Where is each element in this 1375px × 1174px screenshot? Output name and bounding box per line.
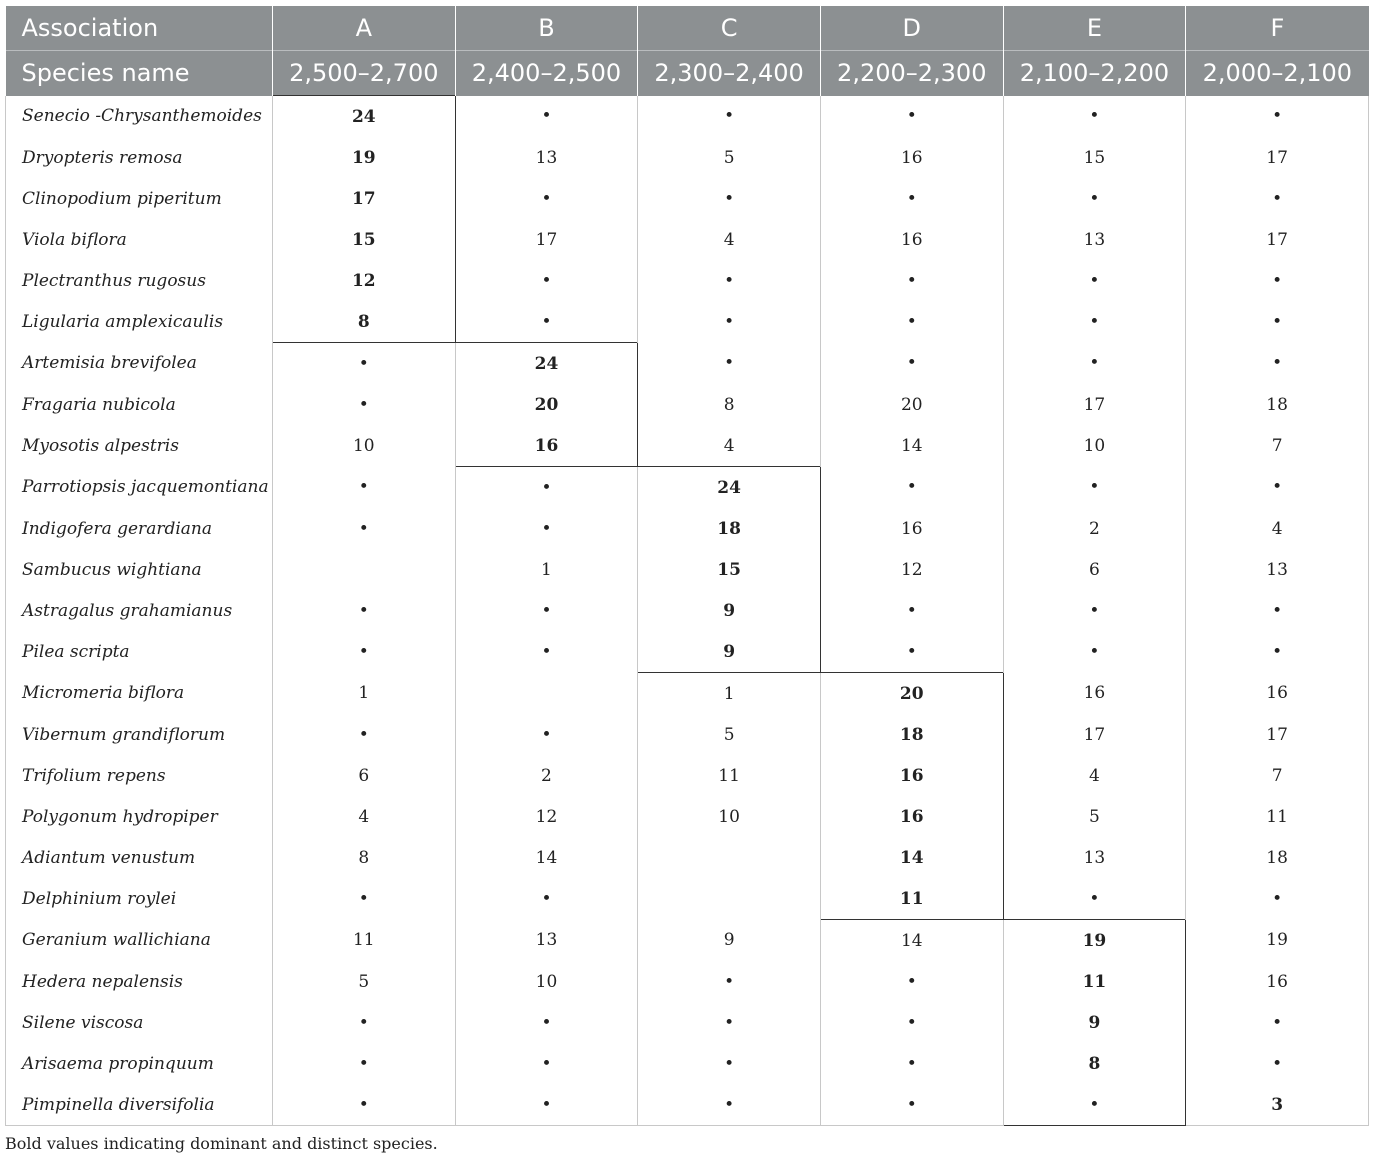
table-row xyxy=(6,673,1369,715)
value-cell: • xyxy=(455,590,638,631)
table-row xyxy=(6,796,1369,837)
value-cell: • xyxy=(1186,631,1369,673)
table-row xyxy=(6,178,1369,219)
species-name-cell: Adiantum venustum xyxy=(6,837,273,878)
value-cell: • xyxy=(820,961,1003,1002)
value-cell: 9 xyxy=(1003,1002,1186,1043)
value-cell: 16 xyxy=(455,425,638,467)
value-cell: 19 xyxy=(1003,920,1186,962)
value-cell: • xyxy=(638,301,821,343)
value-cell: • xyxy=(1003,178,1186,219)
value-cell: 8 xyxy=(638,384,821,425)
value-cell: • xyxy=(1186,1043,1369,1084)
value-cell: 15 xyxy=(638,549,821,590)
value-cell: • xyxy=(638,1084,821,1126)
value-cell: • xyxy=(638,96,821,138)
header-range-a: 2,500–2,700 xyxy=(272,51,455,96)
value-cell: • xyxy=(455,508,638,549)
value-cell: • xyxy=(638,1043,821,1084)
value-cell: 18 xyxy=(1186,384,1369,425)
value-cell: • xyxy=(455,178,638,219)
value-cell: 12 xyxy=(820,549,1003,590)
value-cell: 7 xyxy=(1186,755,1369,796)
value-cell: • xyxy=(820,467,1003,509)
value-cell: 17 xyxy=(455,219,638,260)
species-name-cell: Silene viscosa xyxy=(6,1002,273,1043)
species-name-cell: Micromeria biflora xyxy=(6,673,273,715)
value-cell: • xyxy=(820,301,1003,343)
value-cell: • xyxy=(272,1084,455,1126)
value-cell: 9 xyxy=(638,920,821,962)
value-cell: • xyxy=(638,178,821,219)
value-cell: • xyxy=(1003,467,1186,509)
value-cell: 16 xyxy=(1186,673,1369,715)
table-row xyxy=(6,837,1369,878)
value-cell: 16 xyxy=(1186,961,1369,1002)
value-cell: • xyxy=(820,178,1003,219)
value-cell: • xyxy=(1186,96,1369,138)
value-cell: • xyxy=(272,467,455,509)
value-cell: 4 xyxy=(638,425,821,467)
header-association-a: A xyxy=(272,6,455,51)
value-cell: • xyxy=(455,260,638,301)
value-cell: 4 xyxy=(638,219,821,260)
value-cell: 17 xyxy=(272,178,455,219)
species-name-cell: Vibernum grandiflorum xyxy=(6,714,273,755)
value-cell: • xyxy=(1003,96,1186,138)
value-cell: • xyxy=(1003,301,1186,343)
value-cell: 4 xyxy=(272,796,455,837)
value-cell: 14 xyxy=(820,425,1003,467)
value-cell: • xyxy=(272,343,455,385)
value-cell: • xyxy=(820,343,1003,385)
species-name-cell: Trifolium repens xyxy=(6,755,273,796)
value-cell: 15 xyxy=(1003,137,1186,178)
value-cell: 3 xyxy=(1186,1084,1369,1126)
value-cell: 14 xyxy=(455,837,638,878)
value-cell: 17 xyxy=(1186,219,1369,260)
value-cell: • xyxy=(455,714,638,755)
value-cell: 11 xyxy=(638,755,821,796)
value-cell: • xyxy=(1186,590,1369,631)
value-cell xyxy=(638,837,821,878)
value-cell: • xyxy=(1186,178,1369,219)
value-cell: • xyxy=(820,1043,1003,1084)
species-name-cell: Ligularia amplexicaulis xyxy=(6,301,273,343)
value-cell: • xyxy=(272,590,455,631)
table-row xyxy=(6,920,1369,962)
species-name-cell: Polygonum hydropiper xyxy=(6,796,273,837)
value-cell: 13 xyxy=(1003,219,1186,260)
value-cell: • xyxy=(272,1002,455,1043)
value-cell: 8 xyxy=(1003,1043,1186,1084)
value-cell: 9 xyxy=(638,631,821,673)
value-cell: 20 xyxy=(820,384,1003,425)
species-name-cell: Artemisia brevifolea xyxy=(6,343,273,385)
table-row xyxy=(6,590,1369,631)
header-association-f: F xyxy=(1186,6,1369,51)
value-cell: 24 xyxy=(638,467,821,509)
value-cell: • xyxy=(1186,878,1369,920)
value-cell: 16 xyxy=(1003,673,1186,715)
value-cell: 18 xyxy=(638,508,821,549)
species-name-cell: Viola biflora xyxy=(6,219,273,260)
value-cell: 11 xyxy=(1186,796,1369,837)
header-association-e: E xyxy=(1003,6,1186,51)
header-row-association xyxy=(6,6,1369,51)
table-row xyxy=(6,631,1369,673)
value-cell: 11 xyxy=(272,920,455,962)
value-cell: 13 xyxy=(455,920,638,962)
value-cell: • xyxy=(272,508,455,549)
value-cell: • xyxy=(455,301,638,343)
species-name-cell: Arisaema propinquum xyxy=(6,1043,273,1084)
value-cell: • xyxy=(1186,260,1369,301)
value-cell: 14 xyxy=(820,920,1003,962)
header-range-c: 2,300–2,400 xyxy=(638,51,821,96)
footnote: Bold values indicating dominant and distinct species. xyxy=(5,1134,438,1153)
value-cell: 5 xyxy=(1003,796,1186,837)
value-cell: • xyxy=(455,1002,638,1043)
value-cell xyxy=(455,673,638,715)
value-cell: 10 xyxy=(638,796,821,837)
value-cell: 7 xyxy=(1186,425,1369,467)
header-range-f: 2,000–2,100 xyxy=(1186,51,1369,96)
value-cell: 24 xyxy=(272,96,455,138)
table-row xyxy=(6,137,1369,178)
value-cell: • xyxy=(638,343,821,385)
value-cell: • xyxy=(638,260,821,301)
table-row xyxy=(6,260,1369,301)
value-cell: 5 xyxy=(272,961,455,1002)
value-cell: • xyxy=(455,96,638,138)
table-row xyxy=(6,467,1369,509)
value-cell: • xyxy=(820,590,1003,631)
value-cell: • xyxy=(1186,1002,1369,1043)
table-body xyxy=(6,96,1369,1126)
species-name-cell: Pilea scripta xyxy=(6,631,273,673)
table-row xyxy=(6,343,1369,385)
value-cell: • xyxy=(272,384,455,425)
value-cell: 18 xyxy=(1186,837,1369,878)
value-cell: 8 xyxy=(272,837,455,878)
species-name-cell: Geranium wallichiana xyxy=(6,920,273,962)
value-cell: • xyxy=(455,1043,638,1084)
table-row xyxy=(6,96,1369,138)
species-name-cell: Senecio -Chrysanthemoides xyxy=(6,96,273,138)
value-cell: 11 xyxy=(1003,961,1186,1002)
value-cell xyxy=(638,878,821,920)
species-name-cell: Fragaria nubicola xyxy=(6,384,273,425)
value-cell: • xyxy=(1003,260,1186,301)
species-name-cell: Parrotiopsis jacquemontiana xyxy=(6,467,273,509)
value-cell: 16 xyxy=(820,508,1003,549)
value-cell: • xyxy=(455,878,638,920)
value-cell: • xyxy=(820,96,1003,138)
value-cell: • xyxy=(1186,343,1369,385)
header-association-label: Association xyxy=(6,6,273,51)
species-name-cell: Plectranthus rugosus xyxy=(6,260,273,301)
value-cell: 16 xyxy=(820,219,1003,260)
value-cell: • xyxy=(820,1002,1003,1043)
value-cell: • xyxy=(1186,467,1369,509)
value-cell: 2 xyxy=(455,755,638,796)
value-cell: • xyxy=(455,467,638,509)
species-name-cell: Dryopteris remosa xyxy=(6,137,273,178)
header-range-e: 2,100–2,200 xyxy=(1003,51,1186,96)
value-cell: 6 xyxy=(272,755,455,796)
table-row xyxy=(6,1002,1369,1043)
value-cell: • xyxy=(638,1002,821,1043)
value-cell: 10 xyxy=(272,425,455,467)
value-cell: 16 xyxy=(820,137,1003,178)
header-range-d: 2,200–2,300 xyxy=(820,51,1003,96)
table-row xyxy=(6,508,1369,549)
value-cell: 20 xyxy=(455,384,638,425)
header-species-label: Species name xyxy=(6,51,273,96)
species-name-cell: Clinopodium piperitum xyxy=(6,178,273,219)
value-cell: 5 xyxy=(638,137,821,178)
value-cell xyxy=(272,549,455,590)
value-cell: 1 xyxy=(272,673,455,715)
value-cell: 12 xyxy=(272,260,455,301)
value-cell: 10 xyxy=(455,961,638,1002)
value-cell: 9 xyxy=(638,590,821,631)
header-row-species xyxy=(6,51,1369,96)
species-name-cell: Myosotis alpestris xyxy=(6,425,273,467)
table-wrapper xyxy=(5,6,1369,1153)
value-cell: 17 xyxy=(1003,384,1186,425)
table-row xyxy=(6,878,1369,920)
value-cell: 16 xyxy=(820,796,1003,837)
value-cell: • xyxy=(272,714,455,755)
table-row xyxy=(6,714,1369,755)
value-cell: 13 xyxy=(1003,837,1186,878)
table-row xyxy=(6,384,1369,425)
value-cell: 2 xyxy=(1003,508,1186,549)
value-cell: 14 xyxy=(820,837,1003,878)
table-row xyxy=(6,549,1369,590)
value-cell: 17 xyxy=(1003,714,1186,755)
value-cell: • xyxy=(820,260,1003,301)
table-row xyxy=(6,425,1369,467)
value-cell: 1 xyxy=(638,673,821,715)
table-row xyxy=(6,1043,1369,1084)
table-row xyxy=(6,219,1369,260)
species-name-cell: Indigofera gerardiana xyxy=(6,508,273,549)
value-cell: • xyxy=(1003,1084,1186,1126)
value-cell: 1 xyxy=(455,549,638,590)
table-row xyxy=(6,301,1369,343)
value-cell: 19 xyxy=(1186,920,1369,962)
table-row xyxy=(6,1084,1369,1126)
value-cell: • xyxy=(1003,343,1186,385)
value-cell: 24 xyxy=(455,343,638,385)
value-cell: • xyxy=(272,878,455,920)
value-cell: 16 xyxy=(820,755,1003,796)
species-name-cell: Pimpinella diversifolia xyxy=(6,1084,273,1126)
value-cell: 5 xyxy=(638,714,821,755)
value-cell: • xyxy=(455,1084,638,1126)
value-cell: 11 xyxy=(820,878,1003,920)
value-cell: • xyxy=(455,631,638,673)
association-table xyxy=(5,6,1369,1126)
value-cell: 8 xyxy=(272,301,455,343)
value-cell: 20 xyxy=(820,673,1003,715)
value-cell: • xyxy=(820,1084,1003,1126)
header-association-d: D xyxy=(820,6,1003,51)
value-cell: 4 xyxy=(1186,508,1369,549)
header-association-b: B xyxy=(455,6,638,51)
value-cell: • xyxy=(1003,878,1186,920)
value-cell: 19 xyxy=(272,137,455,178)
value-cell: 15 xyxy=(272,219,455,260)
value-cell: 12 xyxy=(455,796,638,837)
value-cell: 18 xyxy=(820,714,1003,755)
species-name-cell: Astragalus grahamianus xyxy=(6,590,273,631)
value-cell: 17 xyxy=(1186,137,1369,178)
value-cell: 13 xyxy=(1186,549,1369,590)
value-cell: • xyxy=(820,631,1003,673)
value-cell: 17 xyxy=(1186,714,1369,755)
value-cell: • xyxy=(638,961,821,1002)
value-cell: 10 xyxy=(1003,425,1186,467)
header-association-c: C xyxy=(638,6,821,51)
species-name-cell: Sambucus wightiana xyxy=(6,549,273,590)
value-cell: • xyxy=(1003,590,1186,631)
table-row xyxy=(6,961,1369,1002)
table-row xyxy=(6,755,1369,796)
value-cell: 4 xyxy=(1003,755,1186,796)
value-cell: • xyxy=(1003,631,1186,673)
value-cell: 13 xyxy=(455,137,638,178)
value-cell: 6 xyxy=(1003,549,1186,590)
value-cell: • xyxy=(1186,301,1369,343)
species-name-cell: Hedera nepalensis xyxy=(6,961,273,1002)
value-cell: • xyxy=(272,631,455,673)
header-range-b: 2,400–2,500 xyxy=(455,51,638,96)
species-name-cell: Delphinium roylei xyxy=(6,878,273,920)
value-cell: • xyxy=(272,1043,455,1084)
